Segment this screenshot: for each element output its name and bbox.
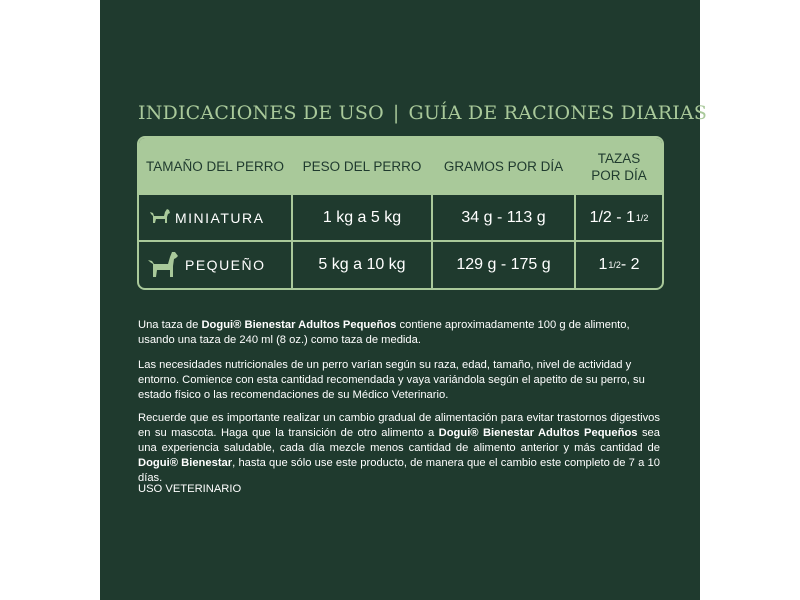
brand-name: Dogui® Bienestar [138, 457, 233, 469]
paragraph-cup-measure [138, 318, 660, 348]
medium-dog-icon [147, 250, 179, 278]
header-cups-line2: POR DÍA [591, 167, 647, 183]
cups-value [576, 195, 662, 241]
text-run: sea una experiencia saludable, cada día mezcle menos cantidad de alimento anterior y más cantidad de [138, 427, 660, 454]
cups-main: 1/2 - 1 [589, 209, 635, 226]
text-run: , hasta que sólo use este producto, de manera que el cambio este completo de 7 a 10 días. [138, 457, 660, 484]
size-label: PEQUEÑO [185, 257, 266, 273]
cups-rest: - 2 [620, 256, 640, 273]
cups-fraction: 1/2 [608, 260, 621, 270]
cups-value [576, 242, 662, 288]
weight-value: 5 kg a 10 kg [318, 256, 406, 273]
ration-table [137, 136, 664, 290]
text-run: Recuerde que es importante realizar un cambio gradual de alimentación para evitar trastornos digestivos en su mascota. Haga que la transición de otro alimento a [138, 412, 660, 439]
small-dog-icon [149, 206, 171, 224]
weight-value: 1 kg a 5 kg [322, 209, 402, 226]
header-grams: GRAMOS POR DÍA [443, 159, 564, 174]
page-title [138, 102, 708, 124]
title-rations: GUÍA DE RACIONES DIARIAS [408, 102, 708, 124]
paragraph-transition [138, 411, 660, 486]
text-run: Una taza de [138, 319, 202, 331]
cups-main: 1 [598, 256, 608, 273]
text-run: contiene aproximadamente 100 g de alimento, usando una taza de 240 ml (8 oz.) como taza de medida. [138, 319, 630, 346]
title-usage: INDICACIONES DE USO [138, 102, 384, 124]
header-cups [576, 138, 662, 195]
header-weight: PESO DEL PERRO [302, 159, 422, 174]
header-cups-line1: TAZAS [597, 150, 641, 166]
paragraph-nutrition: Las necesidades nutricionales de un perro varían según su raza, edad, tamaño, nivel de actividad y entorno. Comience con esta cantidad recomendada y vaya variándola según el apetito de su perro, su estado físico o las recomendaciones de su Médico Veterinario. [138, 359, 645, 401]
footer-note: USO VETERINARIO [138, 483, 242, 495]
brand-name: Dogui® Bienestar Adultos Pequeños [201, 319, 397, 331]
title-separator: | [392, 102, 400, 124]
cups-fraction: 1/2 [635, 213, 649, 223]
grams-value: 129 g - 175 g [456, 256, 551, 273]
packaging-panel [100, 0, 700, 600]
header-size: TAMAÑO DEL PERRO [145, 159, 285, 174]
size-label: MINIATURA [175, 210, 265, 226]
brand-name: Dogui® Bienestar Adultos Pequeños [438, 427, 638, 439]
grams-value: 34 g - 113 g [461, 209, 546, 226]
